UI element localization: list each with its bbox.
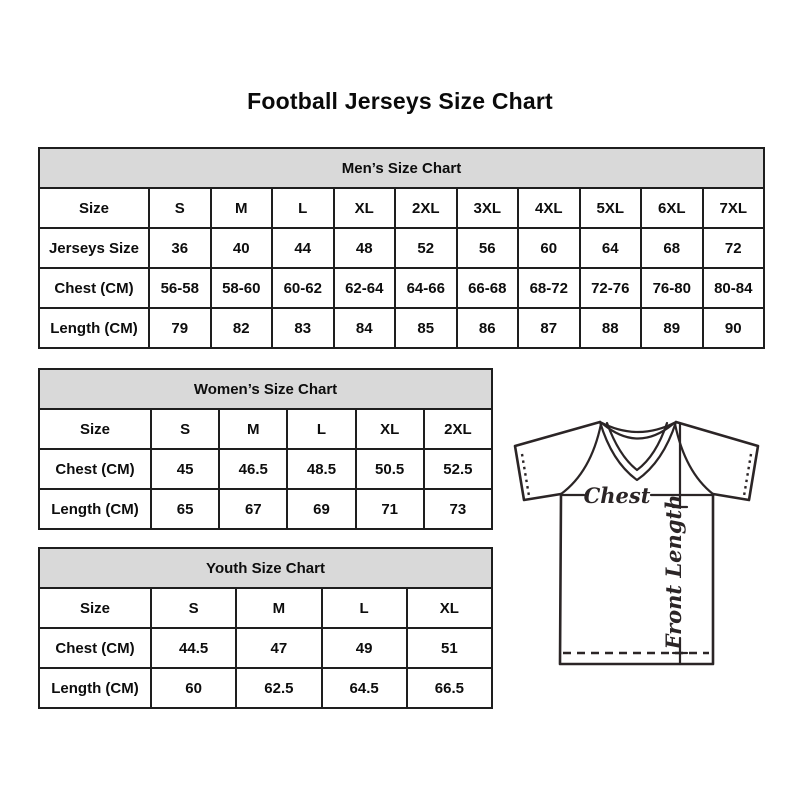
table-row	[39, 489, 492, 529]
table-cell: M	[236, 588, 321, 628]
table-cell: 83	[272, 308, 334, 348]
table-cell: 73	[424, 489, 492, 529]
table-cell: 82	[211, 308, 273, 348]
table-cell: 64.5	[322, 668, 407, 708]
table-cell: 87	[518, 308, 580, 348]
table-cell: 85	[395, 308, 457, 348]
table-cell: 45	[151, 449, 219, 489]
table-cell: 52	[395, 228, 457, 268]
table-cell: 60-62	[272, 268, 334, 308]
row-label: Chest (CM)	[39, 628, 151, 668]
table-cell: 79	[149, 308, 211, 348]
womens-table-title: Women’s Size Chart	[39, 369, 492, 409]
table-row	[39, 268, 764, 308]
table-cell: S	[149, 188, 211, 228]
table-cell: 80-84	[703, 268, 765, 308]
table-cell: 6XL	[641, 188, 703, 228]
table-cell: 72-76	[580, 268, 642, 308]
row-label: Length (CM)	[39, 668, 151, 708]
table-cell: L	[287, 409, 355, 449]
row-label: Size	[39, 588, 151, 628]
row-label: Size	[39, 409, 151, 449]
row-label: Chest (CM)	[39, 449, 151, 489]
table-cell: 2XL	[395, 188, 457, 228]
table-cell: 60	[151, 668, 236, 708]
table-cell: 90	[703, 308, 765, 348]
table-cell: 76-80	[641, 268, 703, 308]
youth-table-title: Youth Size Chart	[39, 548, 492, 588]
table-cell: 67	[219, 489, 287, 529]
table-row	[39, 449, 492, 489]
table-row	[39, 628, 492, 668]
table-cell: 56-58	[149, 268, 211, 308]
jersey-diagram-svg	[505, 410, 765, 672]
table-cell: 47	[236, 628, 321, 668]
table-cell: 46.5	[219, 449, 287, 489]
table-cell: XL	[334, 188, 396, 228]
table-cell: 68-72	[518, 268, 580, 308]
mens-size-table	[38, 147, 765, 349]
table-title-row	[39, 148, 764, 188]
table-cell: 3XL	[457, 188, 519, 228]
table-cell: 44.5	[151, 628, 236, 668]
womens-size-table	[38, 368, 493, 530]
table-cell: 49	[322, 628, 407, 668]
table-row	[39, 668, 492, 708]
table-cell: S	[151, 588, 236, 628]
table-cell: 2XL	[424, 409, 492, 449]
table-row	[39, 308, 764, 348]
table-cell: 62.5	[236, 668, 321, 708]
table-cell: XL	[407, 588, 492, 628]
row-label: Chest (CM)	[39, 268, 149, 308]
table-title-row	[39, 369, 492, 409]
table-cell: L	[322, 588, 407, 628]
table-cell: 86	[457, 308, 519, 348]
table-title-row	[39, 548, 492, 588]
table-cell: 64	[580, 228, 642, 268]
table-cell: 71	[356, 489, 424, 529]
row-label: Length (CM)	[39, 489, 151, 529]
table-cell: 84	[334, 308, 396, 348]
table-cell: 48.5	[287, 449, 355, 489]
table-row	[39, 409, 492, 449]
table-row	[39, 188, 764, 228]
table-cell: XL	[356, 409, 424, 449]
jersey-measurement-diagram	[505, 410, 765, 672]
table-cell: 36	[149, 228, 211, 268]
table-cell: 65	[151, 489, 219, 529]
table-cell: 69	[287, 489, 355, 529]
table-cell: 62-64	[334, 268, 396, 308]
table-cell: M	[211, 188, 273, 228]
page-title: Football Jerseys Size Chart	[247, 88, 553, 114]
table-cell: 52.5	[424, 449, 492, 489]
table-row	[39, 588, 492, 628]
table-cell: 44	[272, 228, 334, 268]
table-cell: 4XL	[518, 188, 580, 228]
row-label: Jerseys Size	[39, 228, 149, 268]
table-cell: L	[272, 188, 334, 228]
table-cell: 48	[334, 228, 396, 268]
table-cell: 51	[407, 628, 492, 668]
table-cell: 88	[580, 308, 642, 348]
row-label: Length (CM)	[39, 308, 149, 348]
front-length-label: Front Length	[661, 494, 686, 650]
table-cell: 7XL	[703, 188, 765, 228]
youth-size-table	[38, 547, 493, 709]
table-cell: 66-68	[457, 268, 519, 308]
table-cell: S	[151, 409, 219, 449]
table-cell: 50.5	[356, 449, 424, 489]
table-cell: 89	[641, 308, 703, 348]
table-cell: 68	[641, 228, 703, 268]
table-cell: 64-66	[395, 268, 457, 308]
table-cell: 72	[703, 228, 765, 268]
table-cell: 58-60	[211, 268, 273, 308]
table-cell: M	[219, 409, 287, 449]
table-cell: 40	[211, 228, 273, 268]
chest-label: Chest	[583, 483, 651, 508]
table-cell: 5XL	[580, 188, 642, 228]
mens-table-title: Men’s Size Chart	[39, 148, 764, 188]
table-cell: 60	[518, 228, 580, 268]
table-row	[39, 228, 764, 268]
table-cell: 56	[457, 228, 519, 268]
jersey-outline	[515, 422, 758, 664]
row-label: Size	[39, 188, 149, 228]
table-cell: 66.5	[407, 668, 492, 708]
